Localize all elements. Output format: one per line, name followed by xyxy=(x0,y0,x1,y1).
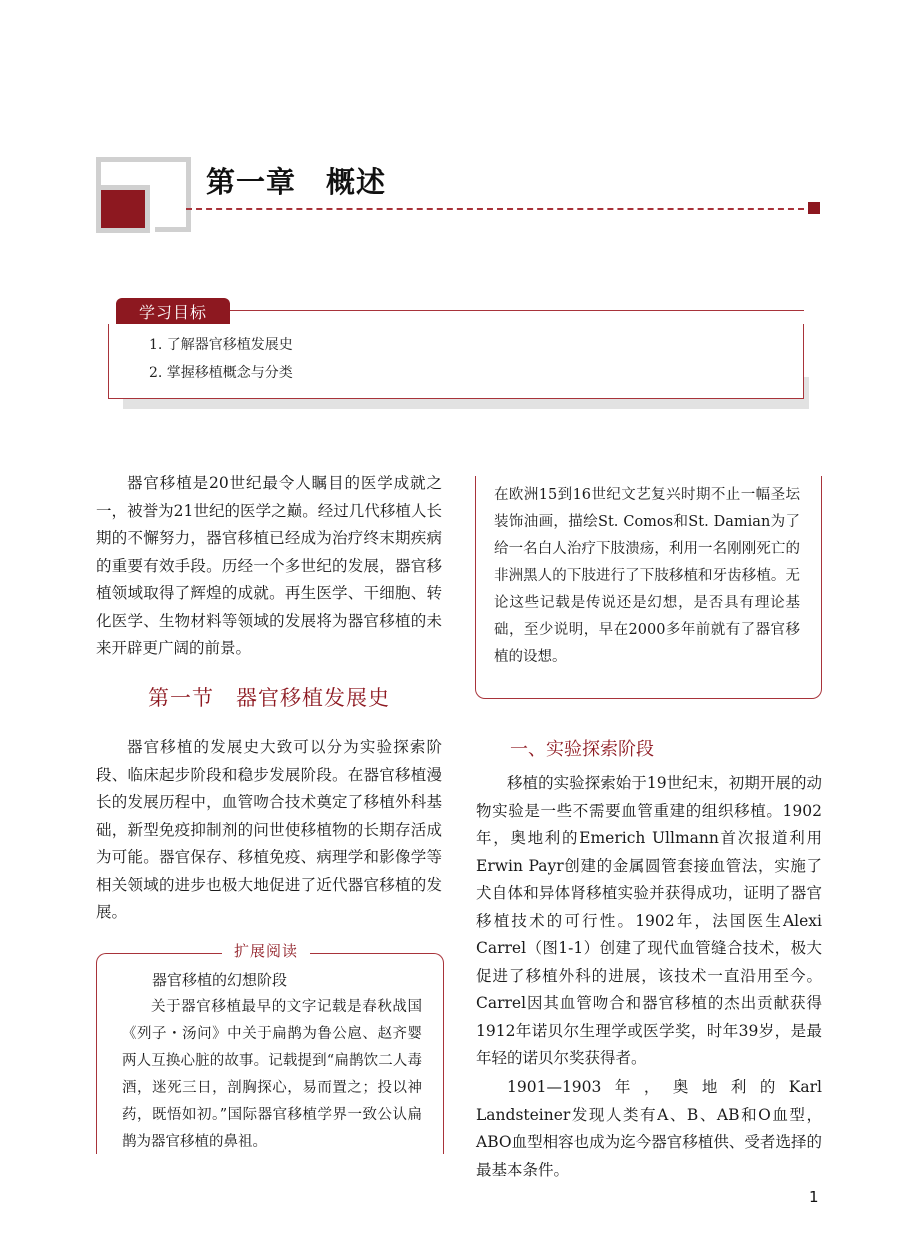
header-decoration-gap xyxy=(150,185,155,233)
extended-reading-text: 关于器官移植最早的文字记载是春秋战国《列子・汤问》中关于扁鹊为鲁公扈、赵齐婴两人互换心脏的故事。记载提到“扁鹊饮二人毒酒，迷死三日，剖胸探心，易而置之；投以神药，既悟如初。”国际器官移植学界一致公认扁鹊为器官移植的鼻祖。 xyxy=(122,999,422,1150)
intro-paragraph: 器官移植是20世纪最令人瞩目的医学成就之一，被誉为21世纪的医学之巅。经过几代移植人长期的不懈努力，器官移植已经成为治疗终末期疾病的重要有效手段。历经一个多世纪的发展，器官移植领域取得了辉煌的成就。再生医学、干细胞、转化医学、生物材料等领域的发展将为器官移植的未来开辟更广阔的前景。 xyxy=(96,474,442,657)
goals-box-top-line xyxy=(230,310,804,311)
chapter-dashed-rule xyxy=(186,208,804,210)
goals-label: 学习目标 xyxy=(116,298,230,324)
goal-item: 1. 了解器官移植发展史 xyxy=(149,337,293,353)
extended-reading-label: 扩展阅读 xyxy=(222,940,310,961)
section-paragraph: 器官移植的发展史大致可以分为实验探索阶段、临床起步阶段和稳步发展阶段。在器官移植漫长的发展历程中，血管吻合技术奠定了移植外科基础，新型免疫抑制剂的问世使移植物的长期存活成为可能。器官保存、移植免疫、病理学和影像学等相关领域的进步也极大地促进了近代器官移植的发展。 xyxy=(96,738,442,921)
section-title: 第一节 器官移植发展史 xyxy=(148,686,390,710)
header-decoration-red xyxy=(101,190,145,228)
extended-reading-title: 器官移植的幻想阶段 xyxy=(152,971,288,989)
right-paragraph-2: 1901—1903年，奥地利的Karl Landsteiner发现人类有A、B、AB和O血型，ABO血型相容也成为迄今器官移植供、受者选择的最基本条件。 xyxy=(476,1078,822,1179)
page-number: 1 xyxy=(809,1188,819,1206)
goal-item: 2. 掌握移植概念与分类 xyxy=(149,365,293,381)
chapter-rule-end-square xyxy=(808,202,820,214)
goals-box xyxy=(108,324,804,399)
right-paragraph-1: 移植的实验探索始于19世纪末，初期开展的动物实验是一些不需要血管重建的组织移植。1902年，奥地利的Emerich Ullmann首次报道利用Erwin Payr创建的金属圆管套接血管法，实施了犬自体和异体肾移植实验并获得成功，证明了器官移植技术的可行性。1902年，法国医生Alexi Carrel（图1-1）创建了现代血管缝合技术，极大促进了移植外科的进展，该技术一直沿用至今。Carrel因其血管吻合和器官移植的杰出贡献获得1912年诺贝尔生理学或医学奖，时年39岁，是最年轻的诺贝尔奖获得者。 xyxy=(476,774,822,1067)
chapter-title: 第一章 概述 xyxy=(206,165,387,199)
subsection-title: 一、实验探索阶段 xyxy=(510,739,654,760)
extended-reading-continued-text: 在欧洲15到16世纪文艺复兴时期不止一幅圣坛装饰油画，描绘St. Comos和St. Damian为了给一名白人治疗下肢溃疡，利用一名刚刚死亡的非洲黑人的下肢进行了下肢移植和牙齿移植。无论这些记载是传说还是幻想，是否具有理论基础，至少说明，早在2000多年前就有了器官移植的设想。 xyxy=(494,487,800,665)
